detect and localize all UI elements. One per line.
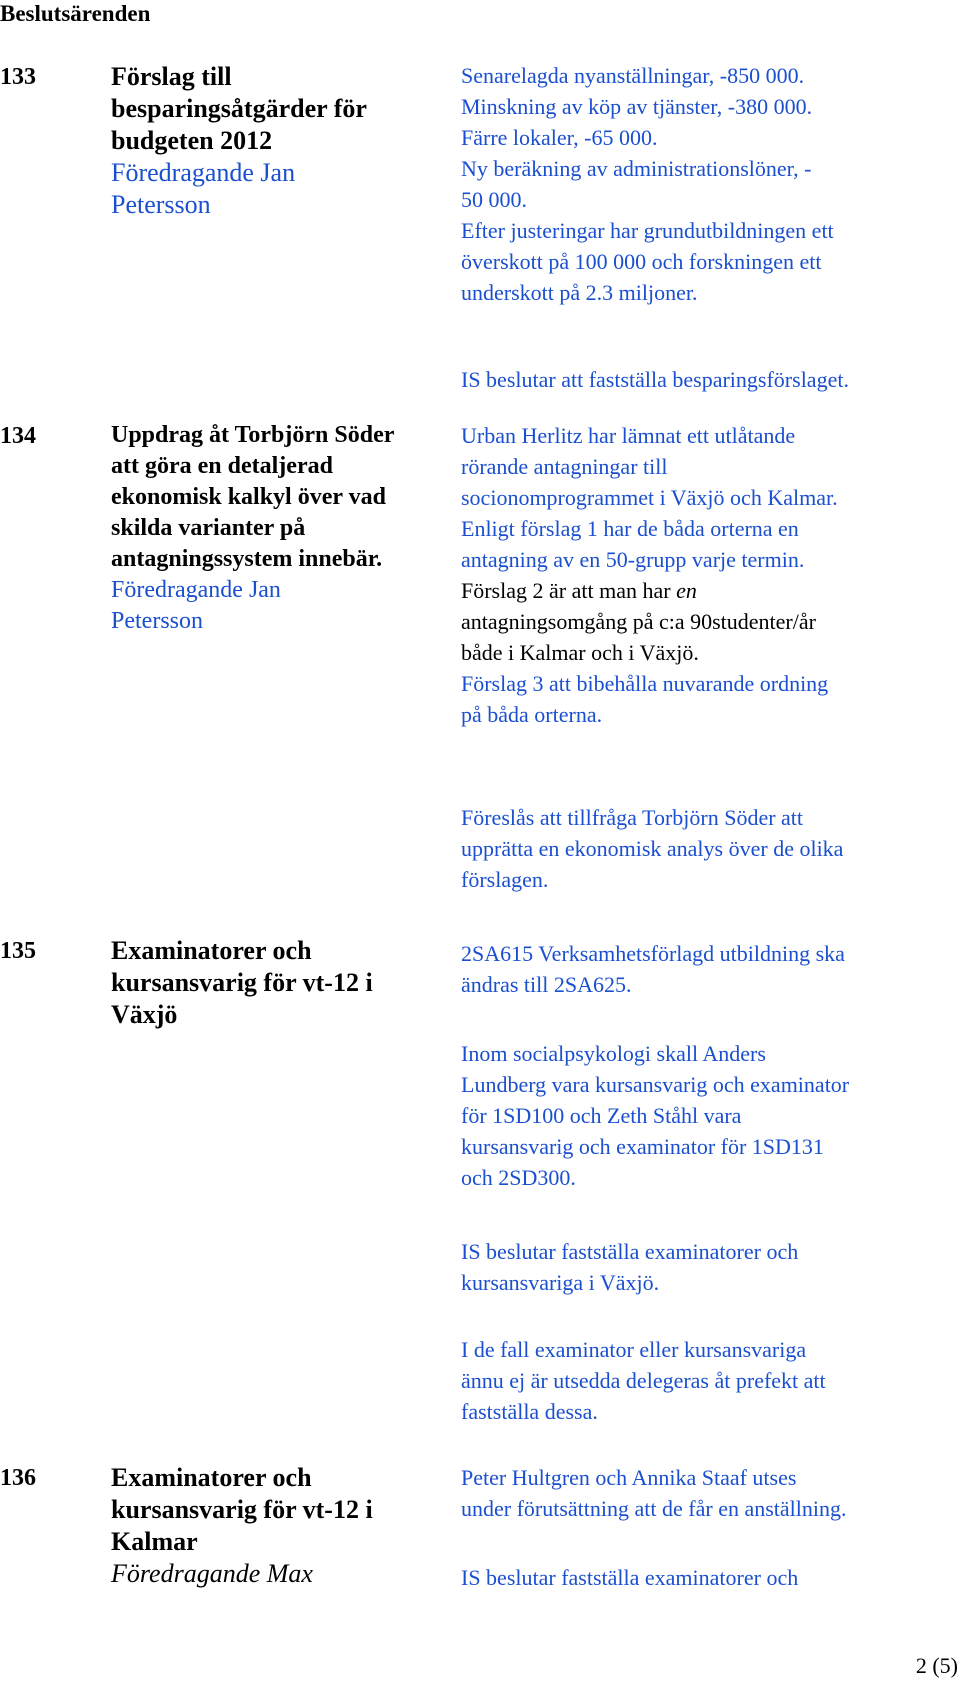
body-line: för 1SD100 och Zeth Ståhl vara	[461, 1103, 742, 1128]
body-line: Urban Herlitz har lämnat ett utlåtande	[461, 423, 796, 448]
body-line: Peter Hultgren och Annika Staaf utses	[461, 1465, 797, 1490]
title-line: Uppdrag åt Torbjörn Söder	[111, 422, 395, 448]
title-line: Växjö	[111, 1000, 178, 1029]
body-line: under förutsättning att de får en anställning.	[461, 1496, 847, 1521]
proposal-emphasis: en	[676, 578, 697, 603]
item-body	[461, 1038, 959, 1193]
item-body	[461, 938, 959, 1000]
body-line: I de fall examinator eller kursansvariga	[461, 1337, 807, 1362]
body-line: Minskning av köp av tjänster, -380 000.	[461, 94, 813, 119]
decision-line: kursansvariga i Växjö.	[461, 1270, 660, 1295]
body-line: och 2SD300.	[461, 1165, 576, 1190]
body-line: Färre lokaler, -65 000.	[461, 125, 658, 150]
body-line: 50 000.	[461, 187, 527, 212]
body-line: Inom socialpsykologi skall Anders	[461, 1041, 766, 1066]
proposal-text: Förslag 2 är att man har	[461, 578, 677, 603]
decision-line: förslagen.	[461, 867, 549, 892]
section-header: Beslutsärenden	[0, 1, 151, 26]
body-line: ännu ej är utsedda delegeras åt prefekt att	[461, 1368, 826, 1393]
presenter-line: Föredragande Jan	[111, 577, 281, 603]
title-line: ekonomisk kalkyl över vad	[111, 484, 386, 510]
body-line: 2SA615 Verksamhetsförlagd utbildning ska	[461, 941, 845, 966]
body-line: överskott på 100 000 och forskningen ett	[461, 249, 822, 274]
item-body	[461, 60, 959, 308]
body-line: Ny beräkning av administrationslöner, -	[461, 156, 812, 181]
body-line: Senarelagda nyanställningar, -850 000.	[461, 63, 805, 88]
item-title	[111, 935, 441, 1031]
body-line: fastställa dessa.	[461, 1399, 598, 1424]
title-line: Kalmar	[111, 1527, 198, 1556]
presenter-line: Föredragande Jan	[111, 158, 296, 187]
item-number: 135	[0, 938, 36, 964]
decision-line: upprätta en ekonomisk analys över de olika	[461, 836, 844, 861]
body-line: både i Kalmar och i Växjö.	[461, 640, 699, 665]
item-body	[461, 420, 959, 730]
page-number: 2 (5)	[915, 1653, 958, 1678]
item-decision	[461, 802, 959, 895]
decision-line: Föreslås att tillfråga Torbjörn Söder att	[461, 805, 804, 830]
body-line: på båda orterna.	[461, 702, 603, 727]
item-decision	[461, 1236, 959, 1298]
title-line: kursansvarig för vt-12 i	[111, 968, 373, 997]
title-line: skilda varianter på	[111, 515, 306, 541]
body-line: Enligt förslag 1 har de båda orterna en	[461, 516, 799, 541]
title-line: besparingsåtgärder för	[111, 94, 367, 123]
item-title	[111, 420, 441, 637]
decision-line: IS beslutar att fastställa besparingsförslaget.	[461, 367, 849, 392]
title-line: Förslag till	[111, 62, 232, 91]
presenter-line: Petersson	[111, 608, 203, 634]
body-line: rörande antagningar till	[461, 454, 668, 479]
presenter-line: Petersson	[111, 190, 211, 219]
title-line: att göra en detaljerad	[111, 453, 333, 479]
title-line: kursansvarig för vt-12 i	[111, 1495, 373, 1524]
body-line: ändras till 2SA625.	[461, 972, 632, 997]
item-number: 136	[0, 1465, 36, 1491]
item-decision	[461, 364, 959, 395]
body-line: antagningsomgång på c:a 90studenter/år	[461, 609, 816, 634]
body-line: socionomprogrammet i Växjö och Kalmar.	[461, 485, 838, 510]
item-title	[111, 1462, 441, 1590]
body-line: kursansvarig och examinator för 1SD131	[461, 1134, 824, 1159]
decision-line: IS beslutar fastställa examinatorer och	[461, 1239, 799, 1264]
item-title	[111, 61, 441, 221]
presenter-line: Föredragande Max	[111, 1559, 313, 1588]
title-line: Examinatorer och	[111, 1463, 312, 1492]
body-line: Efter justeringar har grundutbildningen ett	[461, 218, 834, 243]
body-line: Lundberg vara kursansvarig och examinator	[461, 1072, 850, 1097]
body-line: underskott på 2.3 miljoner.	[461, 280, 698, 305]
item-body	[461, 1334, 959, 1427]
decision-line: IS beslutar fastställa examinatorer och	[461, 1565, 799, 1590]
proposal-line	[461, 575, 959, 606]
item-body	[461, 1462, 959, 1524]
body-line: Förslag 3 att bibehålla nuvarande ordning	[461, 671, 829, 696]
title-line: Examinatorer och	[111, 936, 312, 965]
title-line: budgeten 2012	[111, 126, 273, 155]
title-line: antagningssystem innebär.	[111, 546, 383, 572]
body-line: antagning av en 50-grupp varje termin.	[461, 547, 805, 572]
item-number: 134	[0, 423, 36, 449]
item-number: 133	[0, 64, 36, 90]
item-decision	[461, 1562, 959, 1593]
